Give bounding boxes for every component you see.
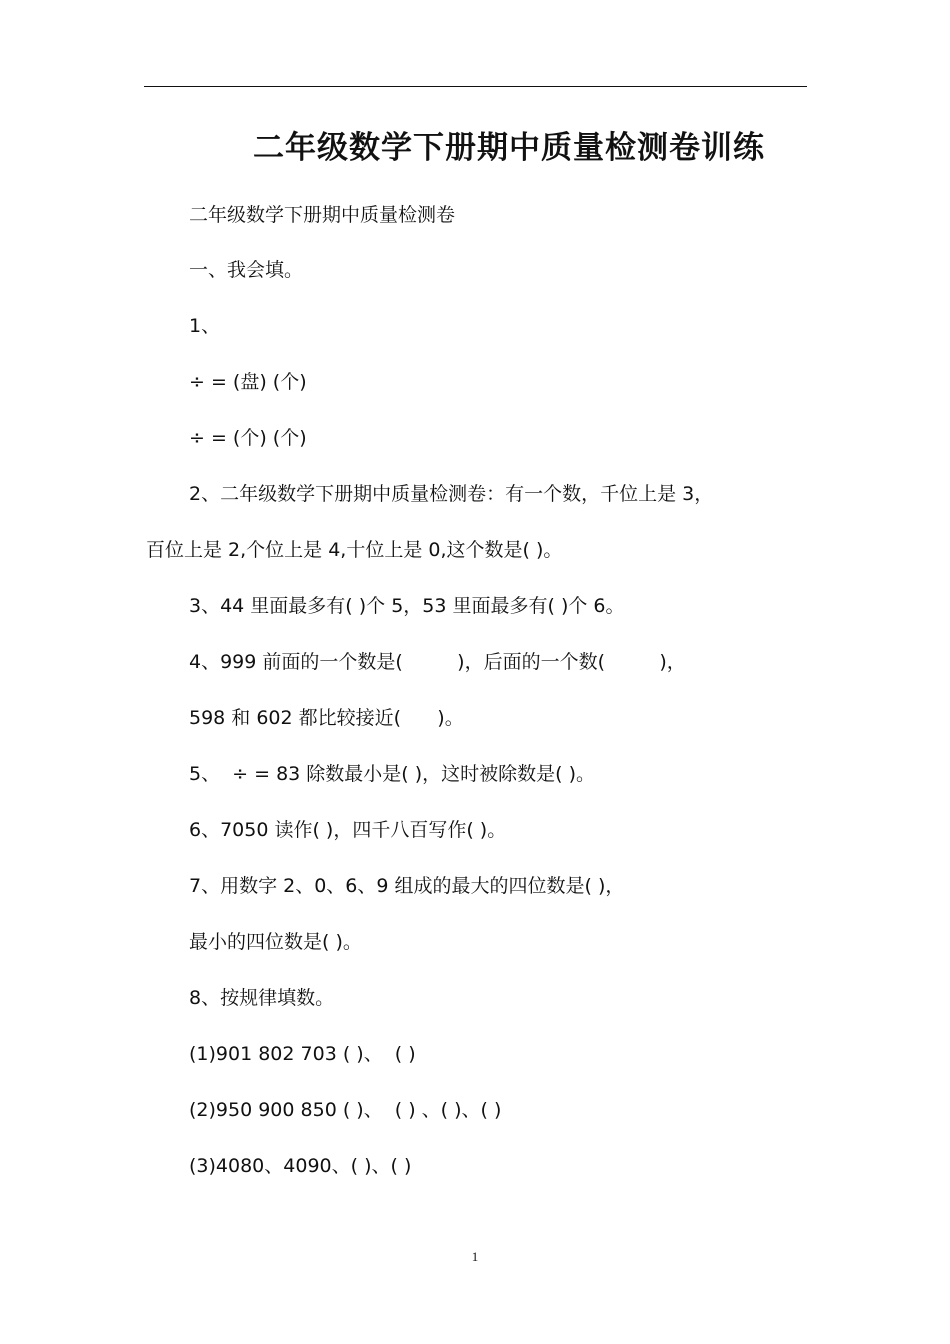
question-1-line-b: ÷ = (个) (个): [189, 427, 307, 449]
question-1-line-a: ÷ = (盘) (个): [189, 371, 307, 393]
section-heading: 一、我会填。: [189, 259, 304, 281]
question-8-part-1: (1)901 802 703 ( )、 ( ): [189, 1043, 416, 1065]
question-2-continued: 百位上是 2,个位上是 4,十位上是 0,这个数是( )。: [146, 539, 563, 561]
question-8-part-3: (3)4080、4090、( )、( ): [189, 1155, 412, 1177]
question-8-part-2: (2)950 900 850 ( )、 ( ) 、( )、( ): [189, 1099, 502, 1121]
question-4: 4、999 前面的一个数是( )，后面的一个数( )，: [189, 651, 686, 673]
question-7-continued: 最小的四位数是( )。: [189, 931, 362, 953]
question-4-continued: 598 和 602 都比较接近( )。: [189, 707, 464, 729]
question-3: 3、44 里面最多有( )个 5，53 里面最多有( )个 6。: [189, 595, 625, 617]
question-8: 8、按规律填数。: [189, 987, 335, 1009]
page-number: 1: [471, 1249, 479, 1264]
subtitle: 二年级数学下册期中质量检测卷: [189, 204, 456, 226]
page-title: 二年级数学下册期中质量检测卷训练: [253, 130, 765, 166]
question-1: 1、: [189, 315, 221, 337]
question-7: 7、用数字 2、0、6、9 组成的最大的四位数是( )，: [189, 875, 625, 897]
header-rule: [144, 86, 807, 87]
question-5: 5、 ÷ = 83 除数最小是( )，这时被除数是( )。: [189, 763, 596, 785]
question-6: 6、7050 读作( )，四千八百写作( )。: [189, 819, 507, 841]
question-2: 2、二年级数学下册期中质量检测卷：有一个数，千位上是 3，: [189, 483, 714, 505]
